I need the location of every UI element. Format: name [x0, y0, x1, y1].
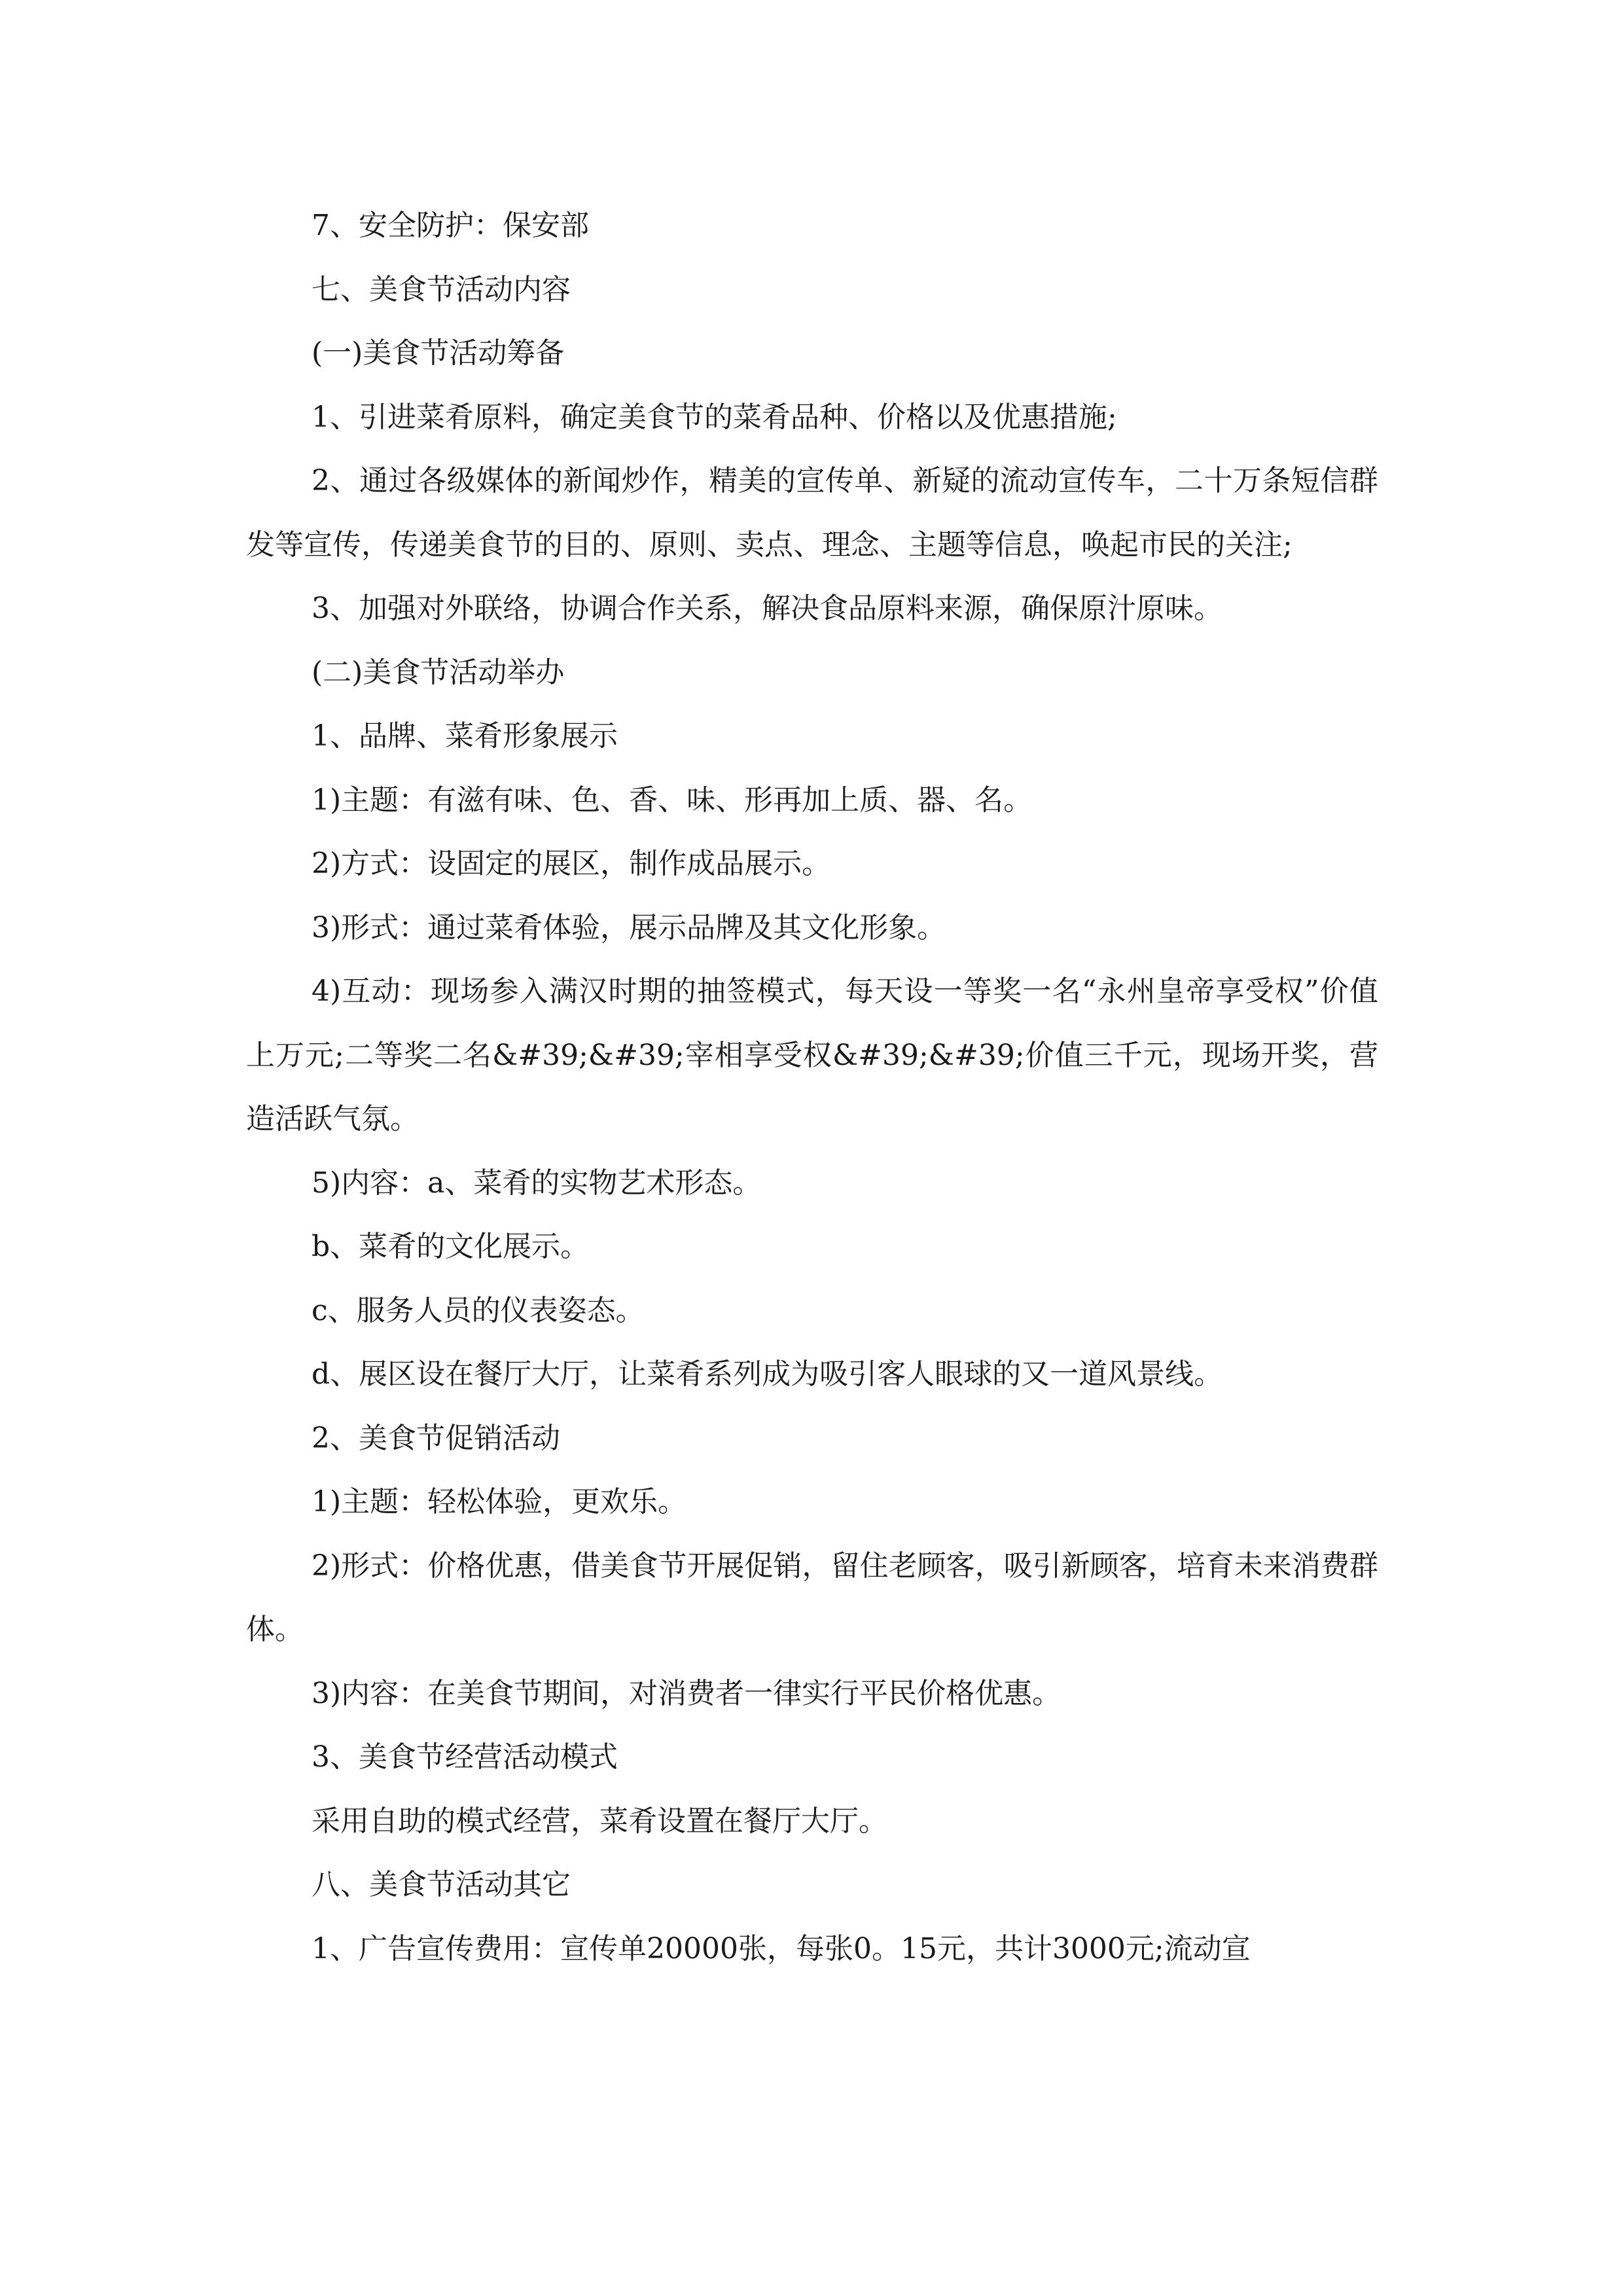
- paragraph-brand-theme: 1)主题：有滋有味、色、香、味、形再加上质、器、名。: [312, 783, 1033, 817]
- heading-promotion: 2、美食节促销活动: [312, 1421, 560, 1455]
- paragraph-content-d: d、展区设在餐厅大厅，让菜肴系列成为吸引客人眼球的又一道风景线。: [312, 1357, 1223, 1391]
- heading-section-7: 七、美食节活动内容: [312, 272, 571, 306]
- paragraph-brand-form: 3)形式：通过菜肴体验，展示品牌及其文化形象。: [312, 910, 946, 944]
- paragraph-prep-2: 2、通过各级媒体的新闻炒作，精美的宣传单、新疑的流动宣传车，二十万条短信群发等宣传，传递美食节的目的、原则、卖点、理念、主题等信息，唤起市民的关注;: [246, 464, 1378, 562]
- paragraph-prep-3: 3、加强对外联络，协调合作关系，解决食品原料来源，确保原汁原味。: [312, 592, 1222, 625]
- paragraph-brand-content: 5)内容：a、菜肴的实物艺术形态。: [312, 1166, 762, 1200]
- paragraph-business-mode: 采用自助的模式经营，菜肴设置在餐厅大厅。: [312, 1804, 887, 1838]
- paragraph-promo-content: 3)内容：在美食节期间，对消费者一律实行平民价格优惠。: [312, 1676, 1061, 1710]
- heading-brand-display: 1、品牌、菜肴形象展示: [312, 719, 618, 753]
- paragraph-content-b: b、菜肴的文化展示。: [312, 1230, 590, 1263]
- heading-preparation: (一)美食节活动筹备: [312, 336, 565, 370]
- document-body: [246, 194, 1378, 1981]
- heading-business-mode: 3、美食节经营活动模式: [312, 1740, 618, 1774]
- paragraph-ad-cost: 1、广告宣传费用：宣传单20000张，每张0。15元，共计3000元;流动宣: [312, 1931, 1251, 1965]
- paragraph-prep-1: 1、引进菜肴原料，确定美食节的菜肴品种、价格以及优惠措施;: [312, 400, 1117, 434]
- paragraph-promo-theme: 1)主题：轻松体验，更欢乐。: [312, 1485, 687, 1518]
- heading-hosting: (二)美食节活动举办: [312, 655, 565, 689]
- paragraph-brand-interaction: 4)互动：现场参入满汉时期的抽签模式，每天设一等奖一名“永州皇帝享受权”价值上万元;二等奖二名&#39;&#39;宰相享受权&#39;&#39;价值三千元，现场开奖，营造活跃气氛。: [246, 975, 1378, 1136]
- paragraph-security: 7、安全防护：保安部: [312, 209, 589, 242]
- paragraph-content-c: c、服务人员的仪表姿态。: [312, 1293, 645, 1327]
- heading-section-8: 八、美食节活动其它: [312, 1868, 571, 1901]
- paragraph-brand-method: 2)方式：设固定的展区，制作成品展示。: [312, 847, 831, 880]
- paragraph-promo-form: 2)形式：价格优惠，借美食节开展促销，留住老顾客，吸引新顾客，培育未来消费群体。: [246, 1549, 1378, 1646]
